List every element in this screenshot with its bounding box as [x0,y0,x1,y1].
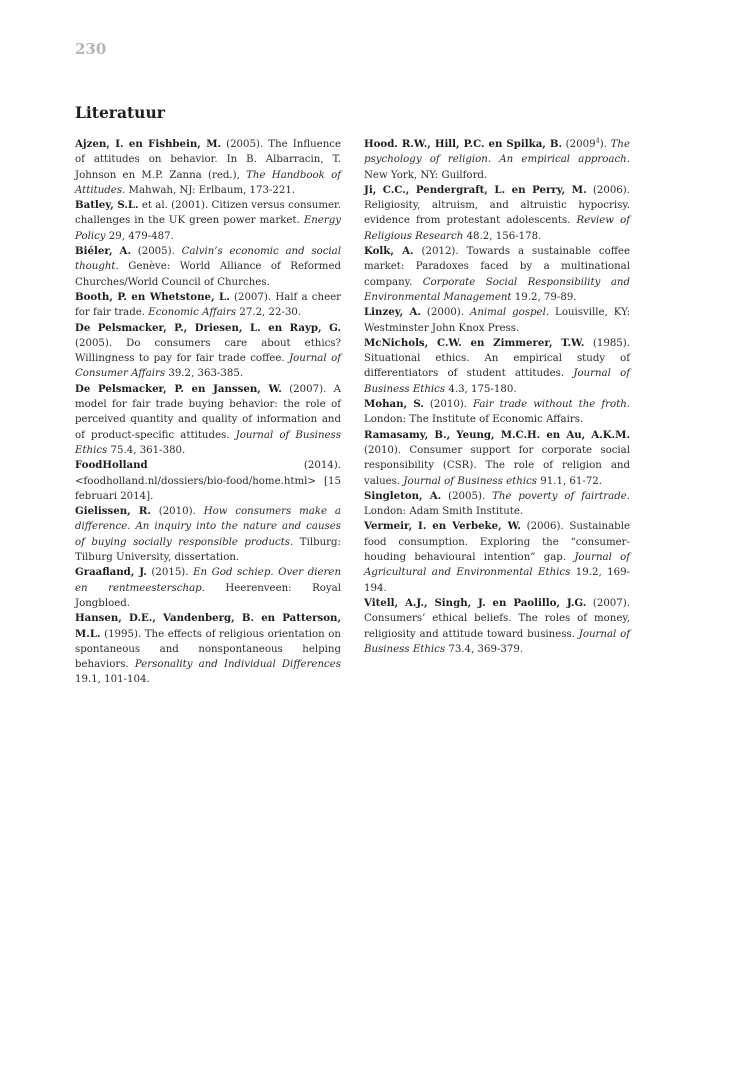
reference-entry [364,244,630,305]
reference-source: Animal gospel [470,307,546,319]
reference-authors: Vermeir, I. en Verbeke, W. [364,520,521,533]
references-left-column [75,137,341,688]
reference-text: (2015). [146,567,194,579]
reference-authors: Mohan, S. [364,398,424,411]
reference-source: Review of Religious Research [364,215,630,242]
reference-authors: Booth, P. en Whetstone, L. [75,290,230,303]
reference-text: (2005). The Influence of attitudes on behavior. In B. Albarracin, T. Johnson en M.P. Zanna (red.), [75,139,342,181]
reference-authors: De Pelsmacker, P. en Janssen, W. [75,382,282,395]
reference-text-cont: ). [599,139,611,150]
reference-entry [75,458,341,504]
reference-text: (1995). The effects of religious orientation on spontaneous and nonspontaneous helping behaviors. [75,628,341,671]
reference-text: (2010). Consumer support for corporate social responsibility (CSR). The role of religion and values. [364,444,630,487]
reference-source: Energy Policy [75,215,341,242]
reference-source: Journal of Agricultural and Environmental Ethics [364,552,631,579]
reference-authors: McNichols, C.W. en Zimmerer, T.W. [364,336,585,349]
reference-entry [75,611,341,687]
reference-details: . Genève: World Alliance of Reformed Churches/World Council of Churches. [75,261,341,288]
reference-source: Journal of Consumer Affairs [75,353,342,380]
reference-entry [75,321,341,382]
reference-text: (2012). Towards a sustainable coffee market: Paradoxes faced by a multinational company. [364,246,630,288]
reference-entry [75,290,341,321]
reference-entry [75,504,341,565]
reference-entry [364,428,630,489]
page-number: 230 [75,40,107,58]
reference-authors: Biéler, A. [75,245,131,258]
reference-source: Journal of Business Ethics [75,429,341,456]
reference-source: How consumers make a difference. An inquiry into the nature and causes of buying socially responsible products [75,506,341,548]
reference-details: 91.1, 61-72. [537,475,603,487]
reference-source: Fair trade without the froth [473,399,627,411]
reference-details: 19.1, 101-104. [75,674,150,686]
reference-authors: Singleton, A. [364,489,442,502]
reference-authors: Ajzen, I. en Fishbein, M. [75,138,222,150]
reference-entry [364,519,630,595]
reference-details: 27.2, 22-30. [236,307,302,319]
reference-source: Journal of Business Ethics [364,368,630,395]
reference-entry [75,137,341,198]
reference-source: The psychology of religion. An empirical approach [364,139,630,166]
reference-authors: Vitell, A.J., Singh, J. en Paolillo, J.G. [364,596,587,609]
reference-text: (2006). Sustainable food consumption. Exploring the “consumer-houding behavioural intention” gap. [364,521,630,564]
reference-source: The poverty of fairtrade [492,490,627,502]
reference-entry [75,382,341,458]
reference-authors: Kolk, A. [364,245,414,258]
reference-authors: Ramasamy, B., Yeung, M.C.H. en Au, A.K.M. [364,428,630,441]
reference-details: 29, 479-487. [105,230,174,242]
reference-text: (2006). Religiosity, altruism, and altruistic hypocrisy. evidence from protestant adolescents. [364,184,630,227]
reference-text: (2009 [562,139,596,150]
reference-entry [364,336,630,397]
reference-entry [364,137,630,183]
reference-entry [364,596,630,657]
reference-authors: Gielissen, R. [75,505,151,518]
reference-authors: Batley, S.L. [75,199,139,212]
reference-details: . Mahwah, NJ: Erlbaum, 173-221. [122,184,296,196]
reference-details: 19.2, 169-194. [364,567,630,594]
reference-authors: Ji, C.C., Pendergraft, L. en Perry, M. [364,183,587,196]
reference-details: . Louisville, KY: Westminster John Knox Press. [364,307,630,334]
reference-authors: Hood. R.W., Hill, P.C. en Spilka, B. [364,138,562,150]
reference-text: (2010). [150,506,204,518]
references-right-column [364,137,630,657]
reference-text: (1985). Situational ethics. An empirical study of differentiators of student attitudes. [364,337,630,380]
reference-authors: Graafland, J. [75,566,147,579]
reference-details: . Tilburg: Tilburg University, dissertation. [75,536,341,564]
reference-entry [364,397,630,428]
reference-source: Corporate Social Responsibility and Environmental Management [364,276,630,303]
reference-text: (2007). Half a cheer for fair trade. [75,291,342,319]
reference-details: . New York, NY: Guilford. [364,154,630,181]
reference-text: (2010). [423,399,474,411]
reference-text: (2005). Do consumers care about ethics? Willingness to pay for fair trade coffee. [75,337,341,365]
reference-entry [364,183,630,244]
reference-source: Journal of Business Ethics [364,628,630,655]
reference-source: The Handbook of Attitudes [75,169,341,196]
reference-text: (2005). [131,246,182,258]
reference-source: Economic Affairs [148,307,237,319]
reference-authors: Hansen, D.E., Vandenberg, B. en Patterson, M.L. [75,612,341,640]
reference-details: 19.2, 79-89. [511,291,577,303]
edition-superscript: 4 [595,136,600,145]
reference-source: Calvin’s economic and social thought [75,246,342,273]
reference-details: 75.4, 361-380. [107,444,186,456]
reference-text: (2005). [441,490,493,502]
reference-text: et al. (2001). Citizen versus consumer. challenges in the UK green power market. [75,200,342,227]
reference-text: (2007). Consumers’ ethical beliefs. The roles of money, religiosity and attitude toward business. [364,597,630,640]
reference-authors: De Pelsmacker, P., Driesen, L. en Rayp, G. [75,321,341,334]
reference-source: Journal of Business ethics [403,475,538,487]
reference-entry [75,565,341,611]
reference-text: (2007). A model for fair trade buying behavior: the role of perceived quantity and quality of information and of product-specific attitudes. [75,383,342,441]
reference-entry [75,244,341,290]
reference-details: . London: Adam Smith Institute. [364,490,631,518]
reference-details: . Heerenveen: Royal Jongbloed. [75,582,341,609]
reference-text: (2014). <foodholland.nl/dossiers/bio-food/home.html> [15 februari 2014]. [75,460,341,502]
reference-source: En God schiep. Over dieren en rentmeesterschap [75,567,342,594]
reference-entry [75,198,341,244]
reference-authors: Linzey, A. [364,306,421,319]
reference-details: 48.2, 156-178. [463,230,542,242]
reference-details: 39.2, 363-385. [165,368,244,380]
section-title: Literatuur [75,103,165,122]
reference-details: 73.4, 369-379. [445,643,524,655]
reference-details: 4.3, 175-180. [445,383,517,395]
reference-source: Personality and Individual Differences [134,659,341,671]
reference-entry [364,489,630,520]
reference-details: . London: The Institute of Economic Affairs. [364,399,631,426]
reference-authors: FoodHolland [75,459,148,472]
reference-entry [364,305,630,336]
reference-text: (2000). [420,307,470,319]
